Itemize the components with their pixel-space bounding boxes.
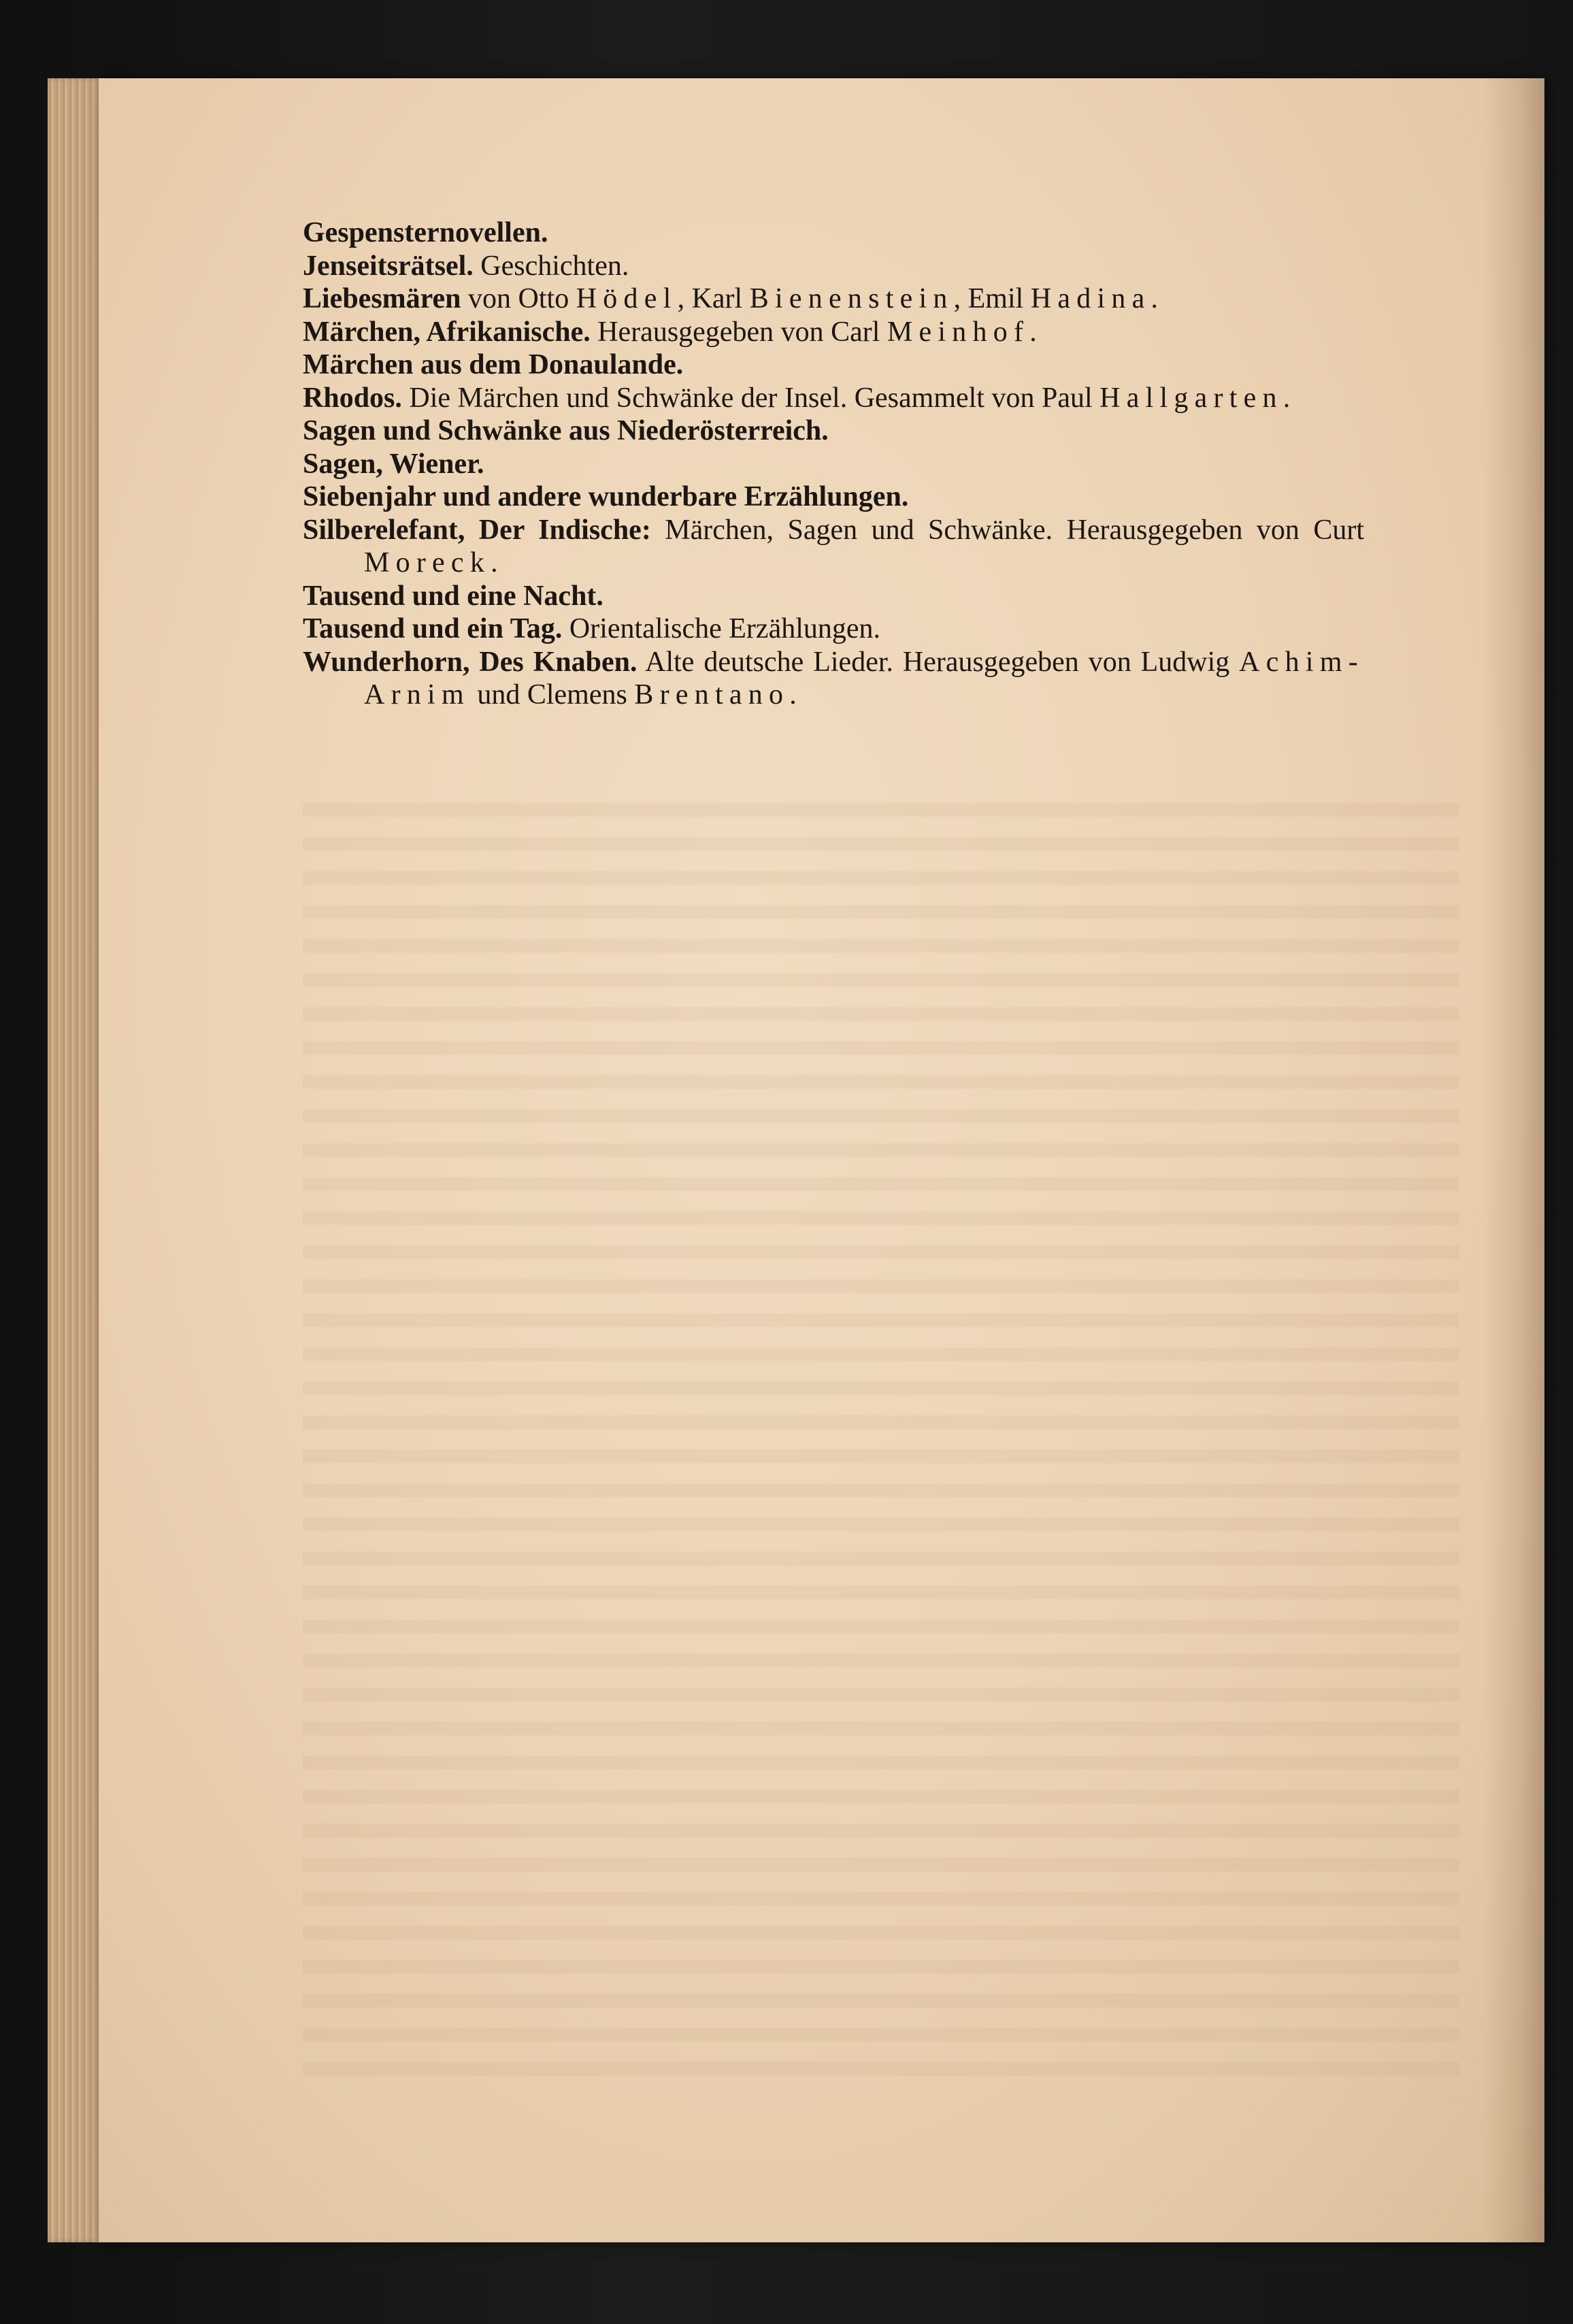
entry-author-name: Brentano [634, 679, 790, 710]
entry-description: . [1150, 283, 1159, 314]
bibliography-entry [303, 348, 1364, 382]
entry-description: Märchen, Sagen und Schwänke. Herausgegeben von Curt [665, 514, 1365, 546]
entry-title: Rhodos. [303, 382, 402, 414]
entry-description: und Clemens [469, 679, 635, 710]
bibliography-entry [303, 382, 1364, 415]
entry-title: Siebenjahr und andere wunderbare Erzählungen. [303, 481, 909, 512]
entry-author-name: Hallgarten [1099, 382, 1283, 414]
bibliography-entry [303, 514, 1364, 580]
entry-author-name: Meinhof [887, 316, 1030, 348]
bibliography-entry [303, 414, 1364, 448]
entry-description: . [1029, 316, 1037, 348]
bibliography-entry [303, 448, 1364, 481]
bibliography-entry [303, 580, 1364, 613]
entry-title: Silberelefant, Der Indische: [303, 514, 651, 546]
entry-author-name: Hödel [576, 283, 678, 314]
bibliography-entry [303, 480, 1364, 514]
entry-author-name: Bienenstein [749, 283, 954, 314]
entry-title: Tausend und eine Nacht. [303, 580, 603, 612]
entry-description: Herausgegeben von Carl [597, 316, 887, 348]
entry-description: , Karl [677, 283, 750, 314]
entry-title: Jenseitsrätsel. [303, 250, 474, 282]
show-through-text [303, 793, 1459, 2086]
entry-description: , Emil [953, 283, 1031, 314]
bibliography-entry [303, 282, 1364, 316]
entry-author-name: Achim-Arnim [364, 646, 1364, 710]
entry-description: . [789, 679, 797, 710]
page-gutter [1483, 78, 1544, 2242]
entry-title: Wunderhorn, Des Knaben. [303, 646, 638, 678]
bibliography-list [303, 216, 1364, 712]
bibliography-entry [303, 316, 1364, 349]
entry-description: Geschichten. [480, 250, 629, 282]
entry-author-name: Moreck [364, 547, 491, 578]
bibliography-entry [303, 646, 1364, 712]
entry-description: Orientalische Erzählungen. [569, 613, 881, 644]
entry-description: Alte deutsche Lieder. Herausgegeben von Ludwig [645, 646, 1240, 678]
entry-title: Sagen und Schwänke aus Niederösterreich. [303, 415, 829, 446]
entry-title: Tausend und ein Tag. [303, 613, 563, 644]
entry-description: . [491, 547, 498, 578]
entry-title: Märchen aus dem Donaulande. [303, 349, 684, 380]
entry-title: Gespensternovellen. [303, 217, 548, 248]
entry-title: Märchen, Afrikanische. [303, 316, 591, 348]
entry-description: . [1282, 382, 1291, 414]
bibliography-entry [303, 612, 1364, 646]
entry-author-name: Hadina [1030, 283, 1151, 314]
bibliography-entry [303, 250, 1364, 283]
entry-description: von Otto [468, 283, 576, 314]
bibliography-entry [303, 216, 1364, 250]
entry-title: Liebesmären [303, 283, 461, 314]
entry-description: Die Märchen und Schwänke der Insel. Gesammelt von Paul [409, 382, 1100, 414]
entry-title: Sagen, Wiener. [303, 448, 484, 480]
